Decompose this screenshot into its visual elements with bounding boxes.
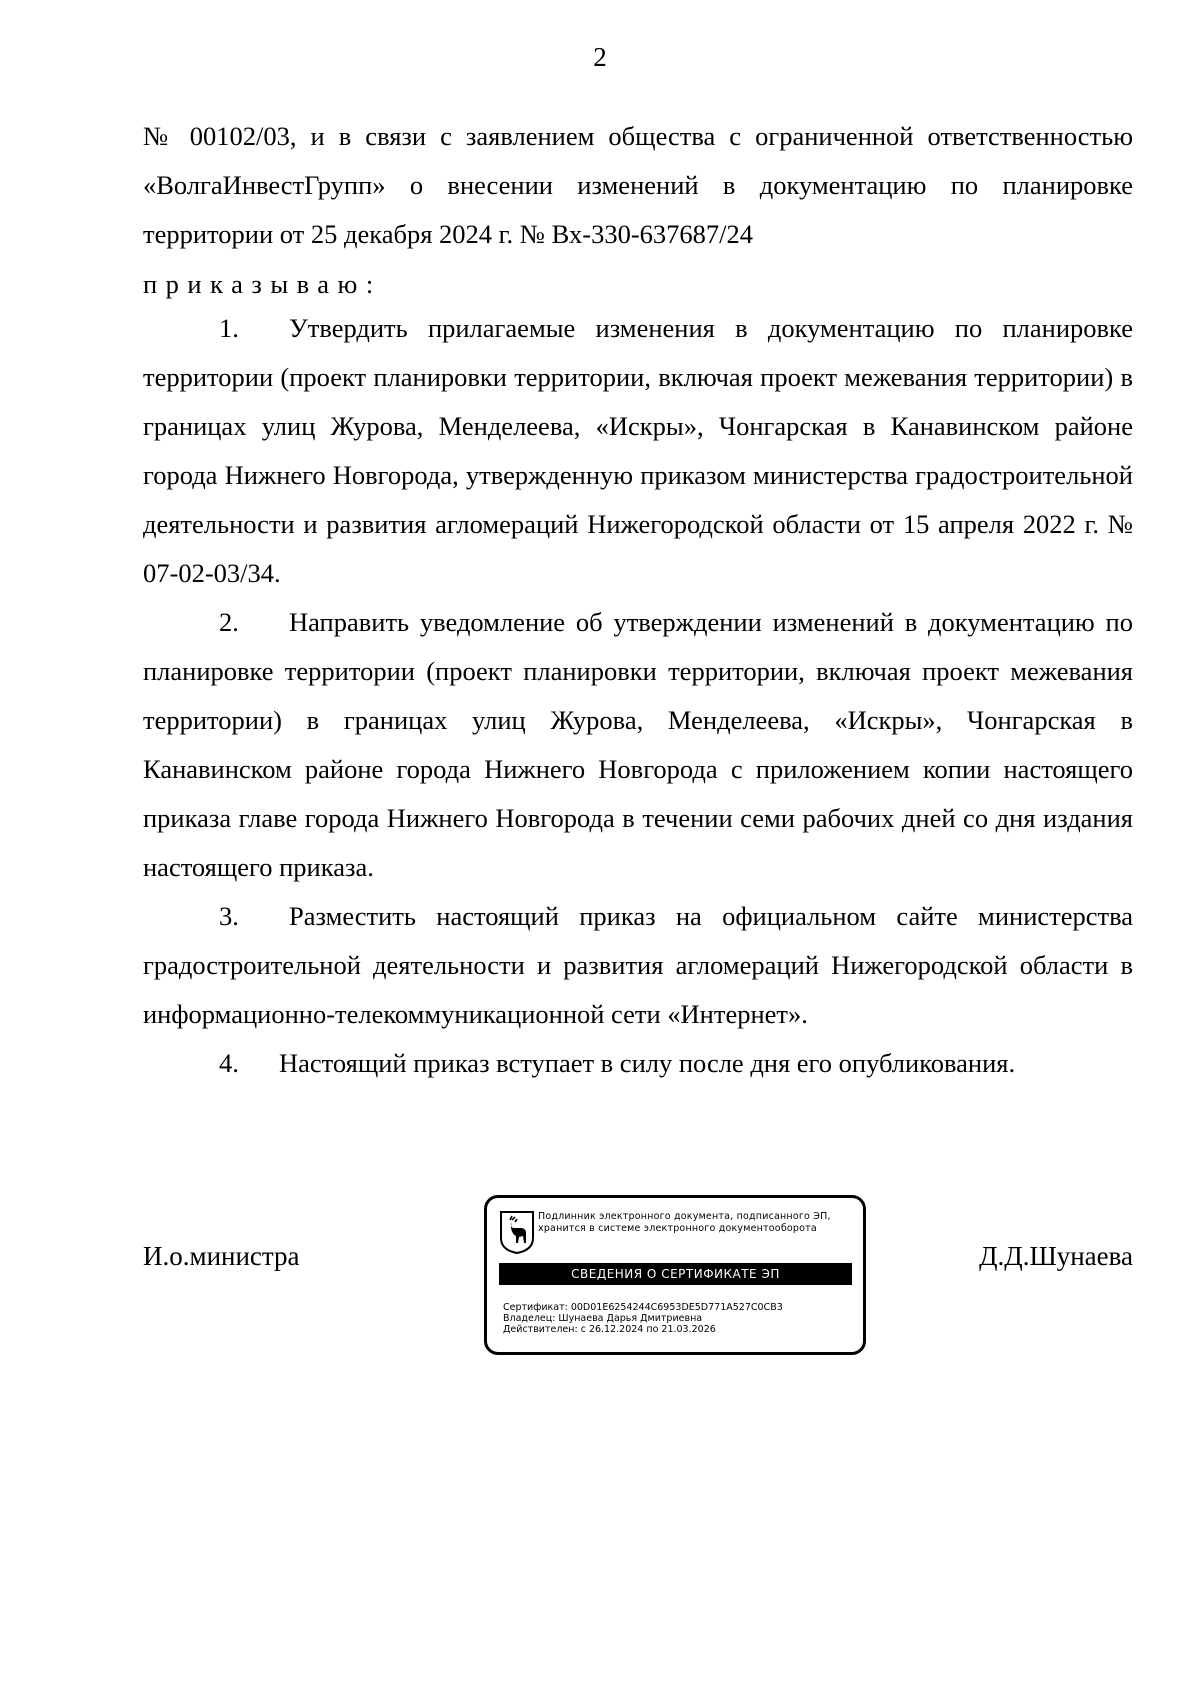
signer-title: И.о.министра [143, 1241, 300, 1271]
order-item-text: Направить уведомление об утверждении изменений в документацию по планировке территории (проект планировки территории, включая проект межевания территории) в границах улиц Журова, Менделеева, «Искры», Чонгарская в Канавинском районе города Нижнего Новгорода с приложением копии настоящего приказа главе города Нижнего Новгорода в течении семи рабочих дней со дня издания настоящего приказа. [143, 607, 1133, 882]
signer-name: Д.Д.Шунаева [979, 1241, 1133, 1271]
order-item-text: Настоящий приказ вступает в силу после дня его опубликования. [279, 1048, 1016, 1078]
certificate-owner: Владелец: Шунаева Дарья Дмитриевна [503, 1313, 703, 1324]
stamp-header-line: хранится в системе электронного документооборота [538, 1223, 817, 1234]
certificate-number: Сертификат: 00D01E6254244C6953DE5D771A527C0CB3 [503, 1302, 783, 1313]
order-item-number: 1. [219, 313, 239, 343]
order-item-number: 4. [219, 1048, 239, 1078]
order-item-text: Утвердить прилагаемые изменения в документацию по планировке территории (проект планировки территории, включая проект межевания территории) в границах улиц Журова, Менделеева, «Искры», Чонгарская в Канавинском районе города Нижнего Новгорода, утвержденную приказом министерства градостроительной деятельности и развития агломераций Нижегородской области от 15 апреля 2022 г. № 07-02-03/34. [143, 313, 1133, 588]
order-item [143, 1039, 1133, 1088]
order-item [143, 304, 1133, 598]
decree-word: приказываю: [143, 269, 382, 299]
stamp-header [538, 1211, 858, 1235]
deer-emblem-icon [499, 1210, 535, 1254]
certificate-details [503, 1302, 853, 1335]
order-item-number: 2. [219, 607, 239, 637]
electronic-signature-stamp [484, 1195, 866, 1355]
order-item-text: Разместить настоящий приказ на официальном сайте министерства градостроительной деятельности и развития агломераций Нижегородской области в информационно-телекоммуникационной сети «Интернет». [143, 901, 1133, 1029]
certificate-validity: Действителен: с 26.12.2024 по 21.03.2026 [503, 1324, 716, 1335]
order-item [143, 892, 1133, 1039]
stamp-header-line: Подлинник электронного документа, подписанного ЭП, [538, 1211, 831, 1222]
order-item-number: 3. [219, 901, 239, 931]
certificate-info-bar: СВЕДЕНИЯ О СЕРТИФИКАТЕ ЭП [499, 1263, 852, 1285]
page-number: 2 [593, 42, 607, 72]
opening-paragraph: № 00102/03, и в связи с заявлением общества с ограниченной ответственностью «ВолгаИнвестГрупп» о внесении изменений в документацию по планировке территории от 25 декабря 2024 г. № Вх-330-637687/24 [143, 121, 1133, 249]
order-item [143, 598, 1133, 892]
order-items [143, 304, 1133, 1088]
